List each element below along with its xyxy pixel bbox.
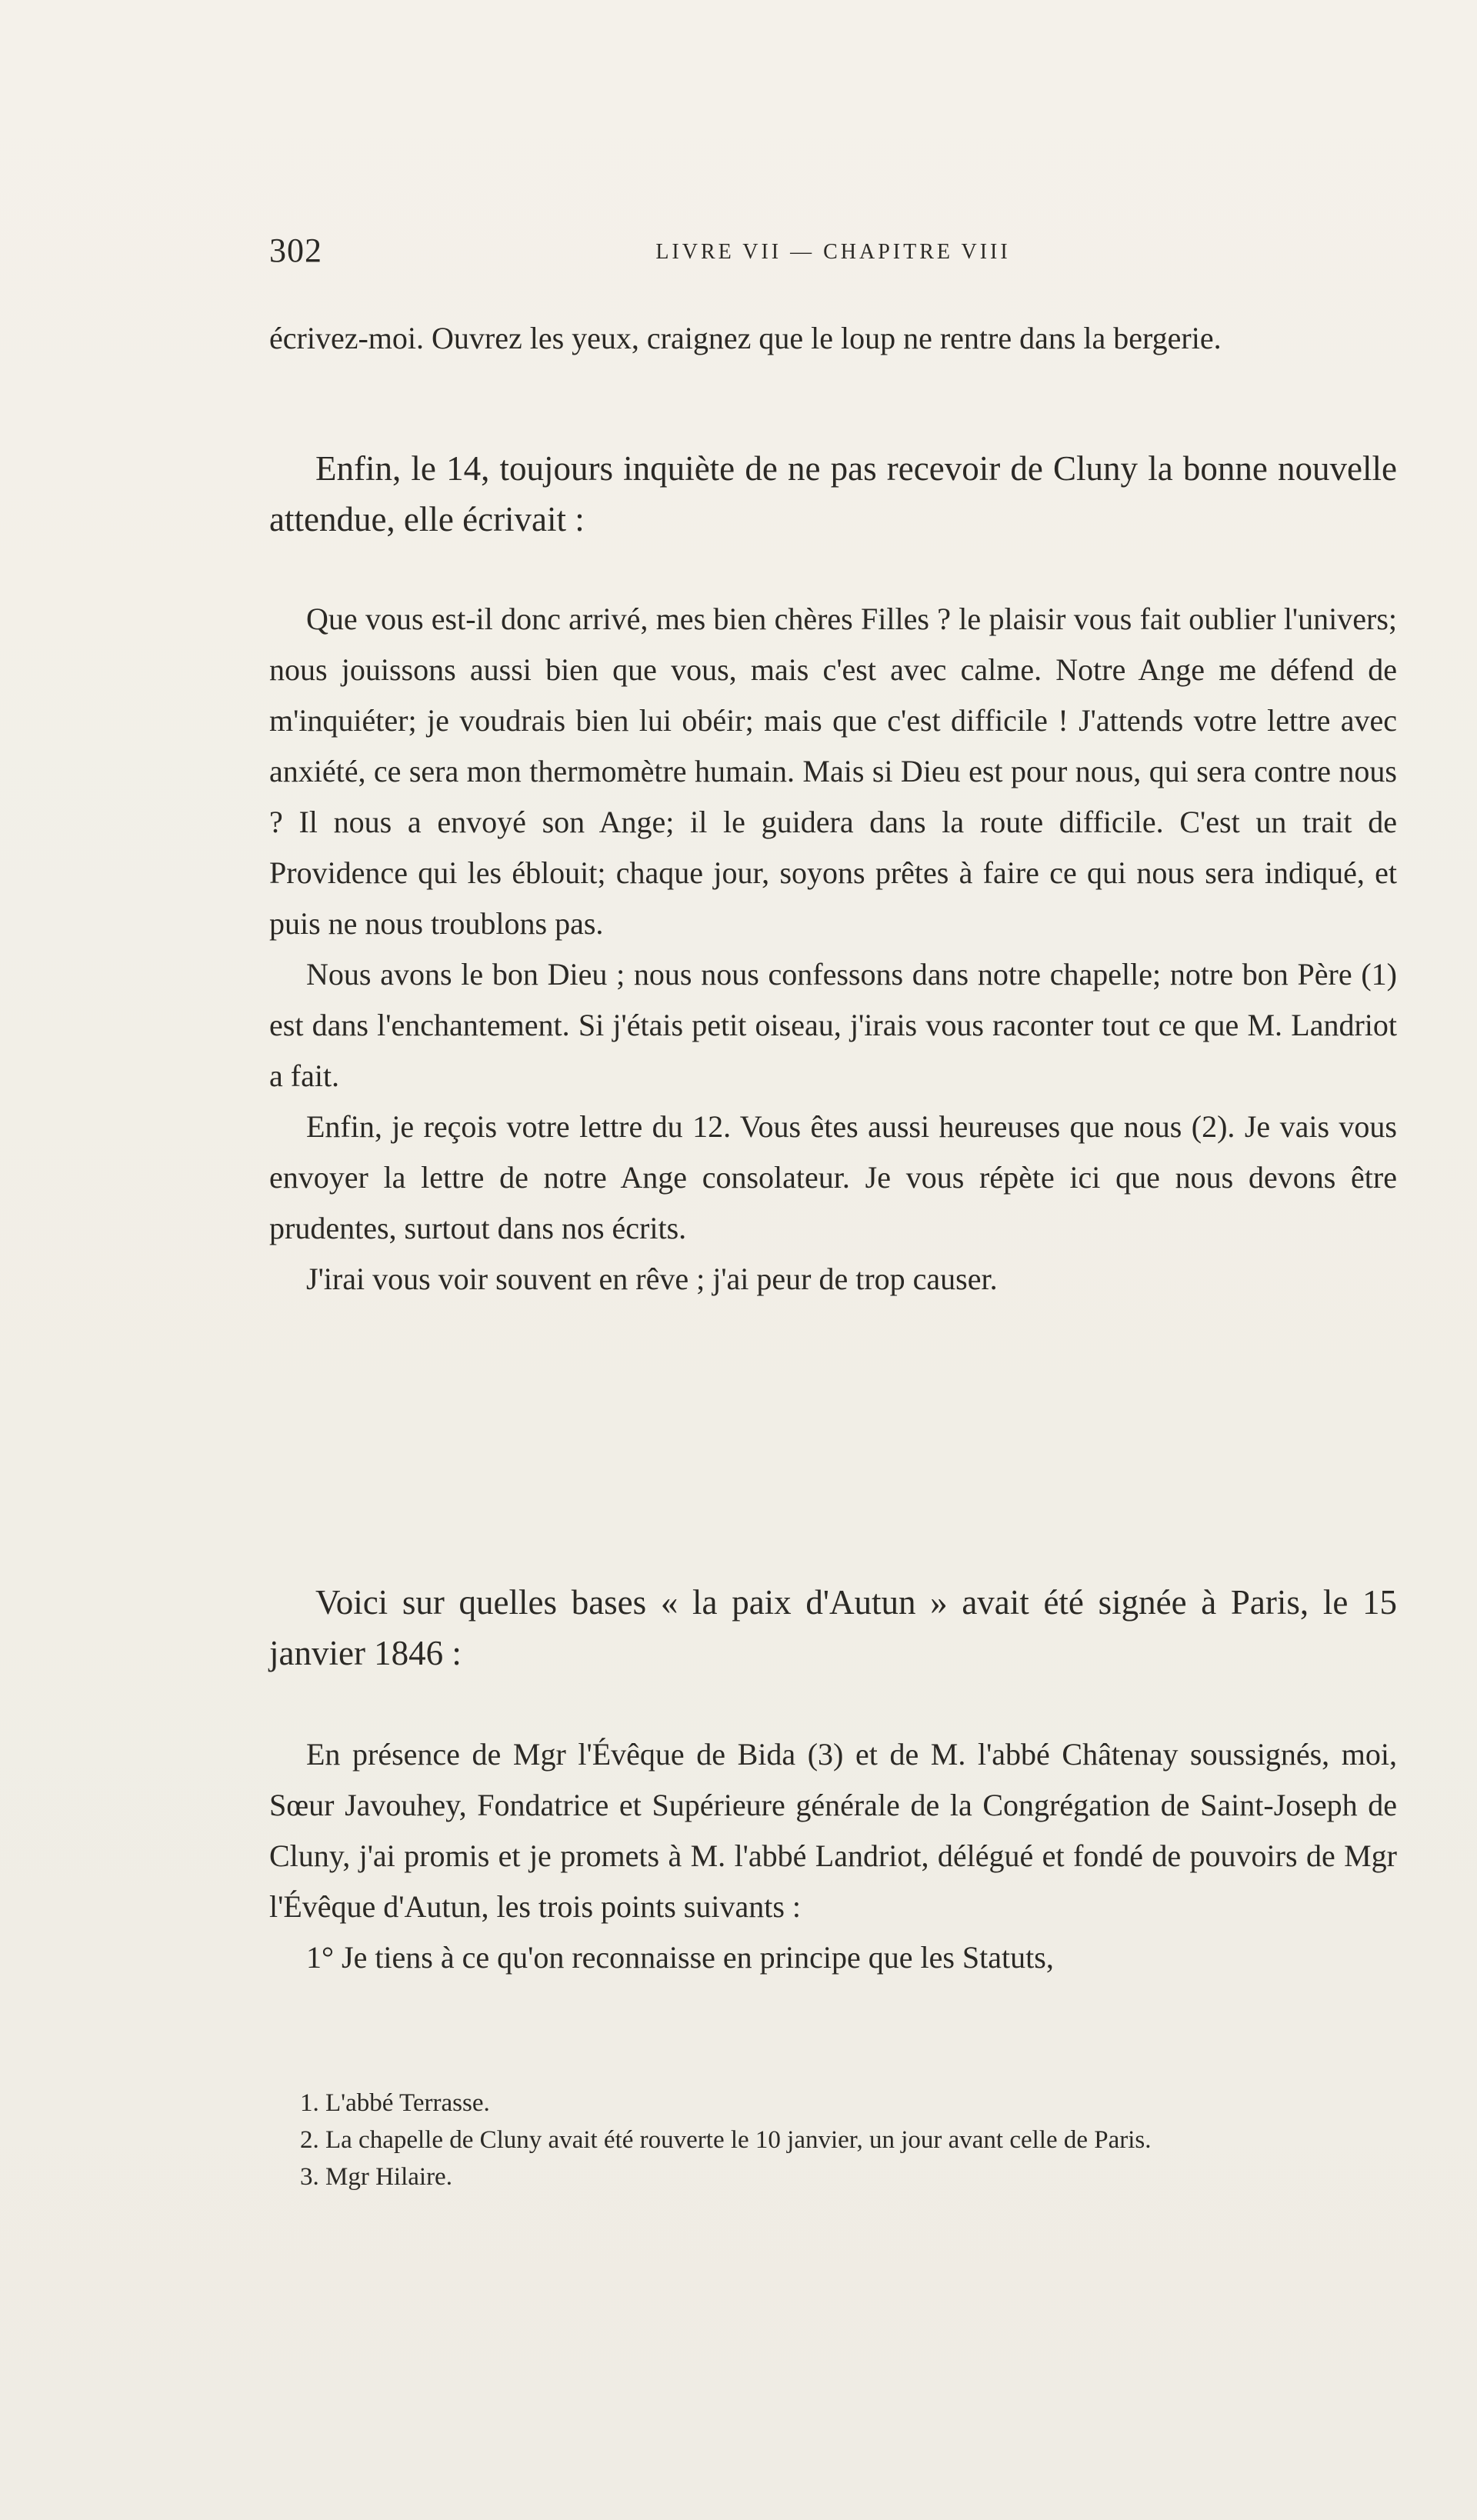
footnote-2: 2. La chapelle de Cluny avait été rouverte le 10 janvier, un jour avant celle de Paris. (300, 2126, 1152, 2154)
continued-paragraph (269, 314, 1397, 363)
agreement-paragraph: En présence de Mgr l'Évêque de Bida (3) et de M. l'abbé Châtenay soussignés, moi, Sœur Javouhey, Fondatrice et Supérieure générale de la Congrégation de Saint-Joseph de Cluny, j'ai promis et je promets à M. l'abbé Landriot, délégué et fondé de pouvoirs de Mgr l'Évêque d'Autun, les trois points suivants : (269, 1737, 1397, 1924)
paragraph-1: écrivez-moi. Ouvrez les yeux, craignez que le loup ne rentre dans la bergerie. (269, 321, 1222, 355)
letter-paragraph-2: Nous avons le bon Dieu ; nous nous confessons dans notre chapelle; notre bon Père (1) est dans l'enchantement. Si j'étais petit oiseau, j'irais vous raconter tout ce que M. Landriot a fait. (269, 957, 1397, 1093)
narrative-paragraph-2 (269, 1577, 1397, 1678)
letter-paragraph-1: Que vous est-il donc arrivé, mes bien chères Filles ? le plaisir vous fait oublier l'univers; nous jouissons aussi bien que vous, mais c'est avec calme. Notre Ange me défend de m'inquiéter; je voudrais bien lui obéir; mais que c'est difficile ! J'attends votre lettre avec anxiété, ce sera mon thermomètre humain. Mais si Dieu est pour nous, qui sera contre nous ? Il nous a envoyé son Ange; il le guidera dans la route difficile. C'est un trait de Providence qui les éblouit; chaque jour, soyons prêtes à faire ce qui nous sera indiqué, et puis ne nous troublons pas. (269, 602, 1397, 941)
footnote-1: 1. L'abbé Terrasse. (300, 2089, 490, 2117)
quoted-letter (269, 594, 1397, 1305)
paragraph-2: Enfin, le 14, toujours inquiète de ne pas recevoir de Cluny la bonne nouvelle attendue, elle écrivait : (269, 449, 1397, 538)
paragraph-7: Voici sur quelles bases « la paix d'Autun » avait été signée à Paris, le 15 janvier 1846 : (269, 1583, 1397, 1672)
running-head: LIVRE VII — CHAPITRE VIII (655, 240, 1011, 264)
page-header (269, 231, 1397, 277)
narrative-paragraph (269, 443, 1397, 545)
footnote-3: 3. Mgr Hilaire. (300, 2163, 452, 2191)
page-number: 302 (269, 232, 322, 269)
quoted-agreement (269, 1729, 1397, 1983)
agreement-point-1: 1° Je tiens à ce qu'on reconnaisse en principe que les Statuts, (306, 1940, 1054, 1975)
letter-paragraph-3: Enfin, je reçois votre lettre du 12. Vous êtes aussi heureuses que nous (2). Je vais vous envoyer la lettre de notre Ange consolateur. Je vous répète ici que nous devons être prudentes, surtout dans nos écrits. (269, 1109, 1397, 1245)
footnotes (269, 2085, 1397, 2195)
letter-paragraph-4: J'irai vous voir souvent en rêve ; j'ai peur de trop causer. (306, 1262, 998, 1296)
